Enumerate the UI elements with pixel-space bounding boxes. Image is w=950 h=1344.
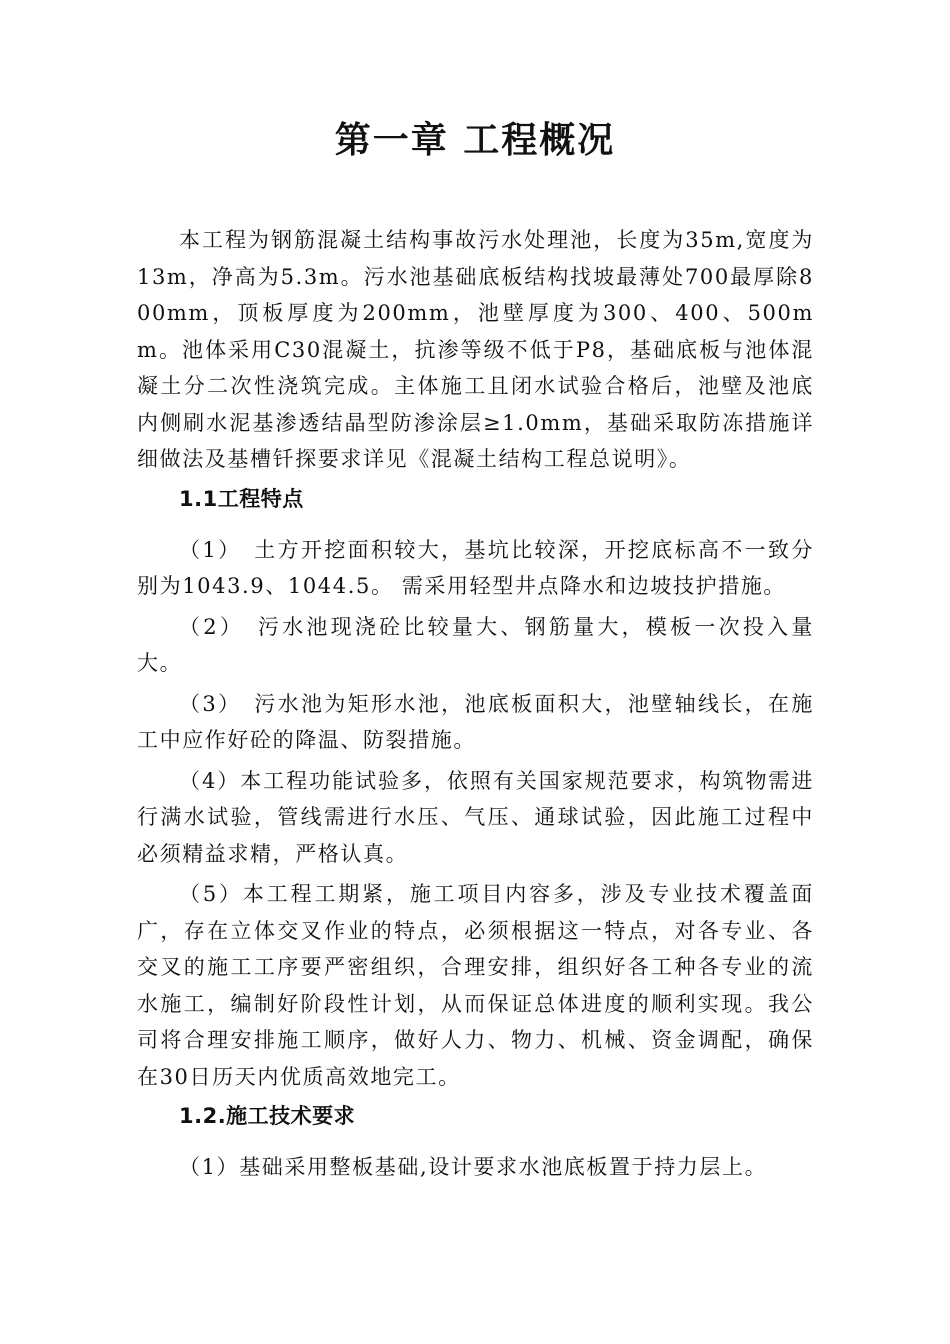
- section-heading-1-2: 1.2.施工技术要求: [179, 1104, 356, 1128]
- document-body: [137, 222, 814, 1186]
- intro-paragraph: 本工程为钢筋混凝土结构事故污水处理池，长度为35m,宽度为13m，净高为5.3m。污水池基础底板结构找坡最薄处700最厚除800mm，顶板厚度为200mm，池壁厚度为300、400、500mm。池体采用C30混凝土，抗渗等级不低于P8，基础底板与池体混凝土分二次性浇筑完成。主体施工且闭水试验合格后，池壁及池底内侧刷水泥基渗透结晶型防渗涂层≥1.0mm，基础采取防冻措施详细做法及基槽钎探要求详见《混凝土结构工程总说明》。: [137, 228, 814, 471]
- spacer: [137, 520, 814, 528]
- feature-item-3: （3） 污水池为矩形水池，池底板面积大，池壁轴线长，在施工中应作好砼的降温、防裂措施。: [137, 691, 814, 752]
- section-heading-1-1: 1.1工程特点: [179, 486, 304, 511]
- feature-item-1: （1） 土方开挖面积较大，基坑比较深，开挖底标高不一致分别为1043.9、1044.5。 需采用轻型井点降水和边坡技护措施。: [137, 537, 814, 598]
- chapter-title: 第一章 工程概况: [334, 120, 616, 161]
- feature-item-5: （5）本工程工期紧，施工项目内容多，涉及专业技术覆盖面广，存在立体交叉作业的特点，必须根据这一特点，对各专业、各交叉的施工工序要严密组织，合理安排，组织好各工种各专业的流水施工，编制好阶段性计划，从而保证总体进度的顺利实现。我公司将合理安排施工顺序，做好人力、物力、机械、资金调配，确保在30日历天内优质高效地完工。: [137, 882, 814, 1089]
- spacer: [137, 1137, 814, 1145]
- requirement-item-1: （1）基础采用整板基础,设计要求水池底板置于持力层上。: [179, 1155, 768, 1179]
- feature-item-4: （4）本工程功能试验多，依照有关国家规范要求，构筑物需进行满水试验，管线需进行水压、气压、通球试验，因此施工过程中必须精益求精，严格认真。: [137, 768, 814, 866]
- feature-item-2: （2） 污水池现浇砼比较量大、钢筋量大，模板一次投入量大。: [137, 614, 814, 675]
